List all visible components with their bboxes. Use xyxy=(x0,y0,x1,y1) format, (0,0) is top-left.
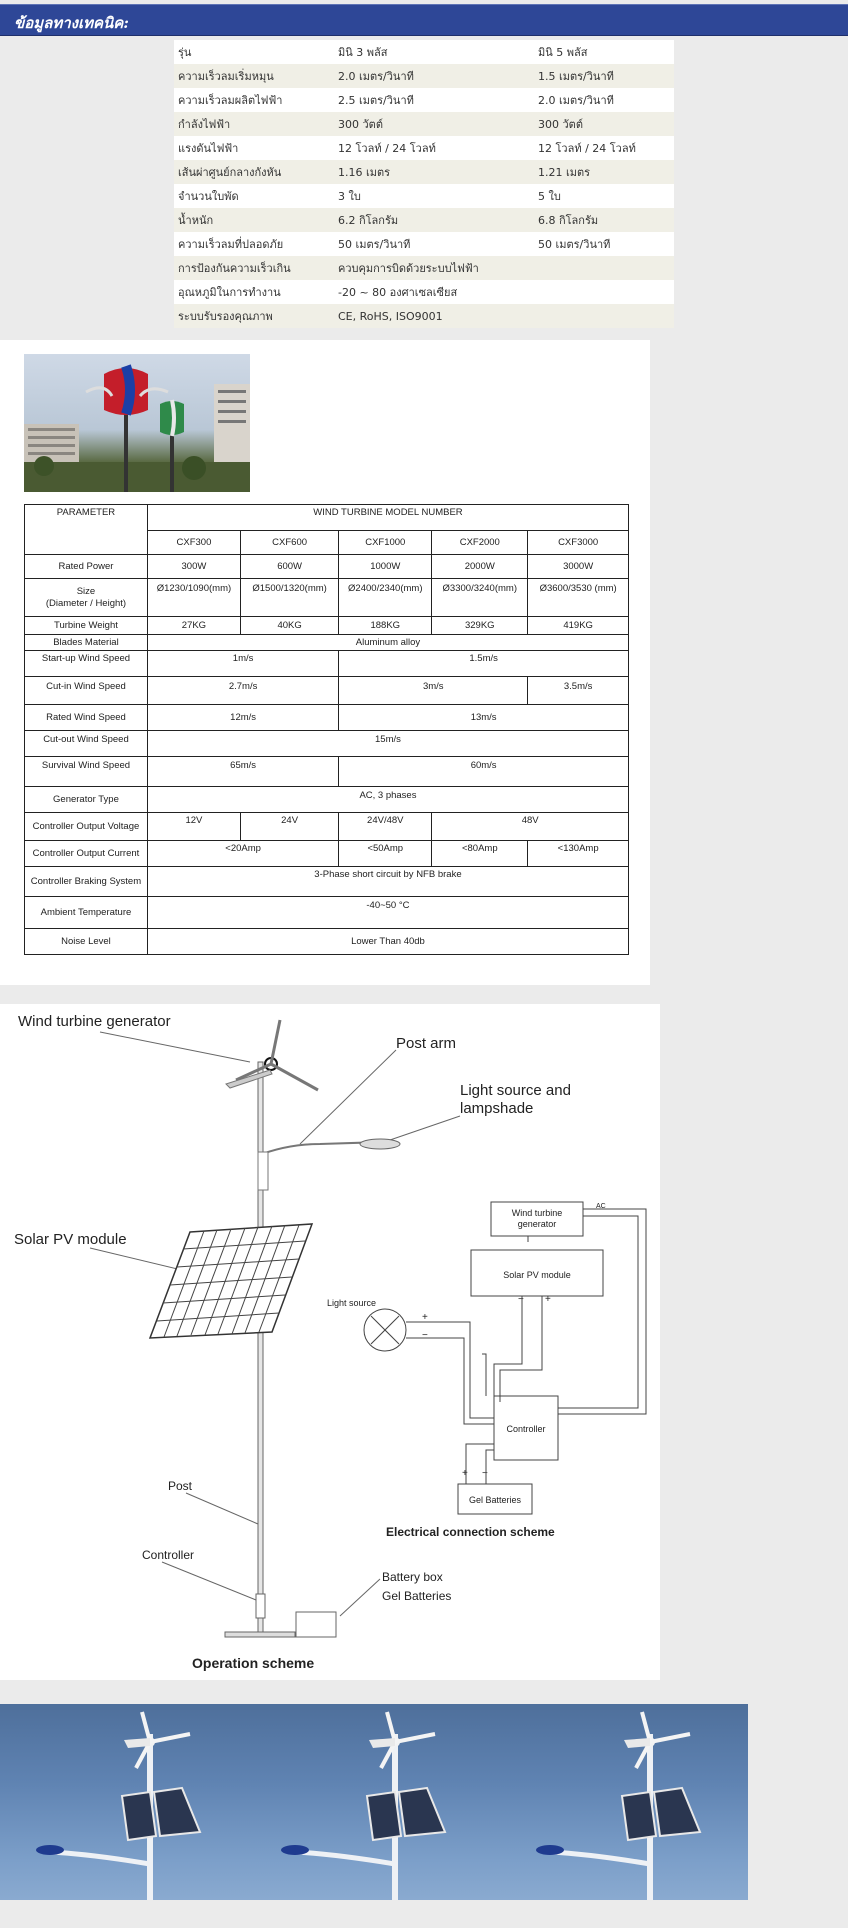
label-solar-pv-module: Solar PV module xyxy=(14,1231,127,1248)
spec-value-cell: 2.0 เมตร/วินาที xyxy=(334,64,534,88)
value-cell: Ø3600/3530 (mm) xyxy=(528,579,629,617)
wind-turbine-model-table xyxy=(24,504,629,955)
spec-value-cell: 1.21 เมตร xyxy=(534,160,674,184)
battery-plus: + xyxy=(462,1468,468,1479)
light-minus: − xyxy=(422,1330,428,1341)
value-cell: -40~50 °C xyxy=(147,897,628,929)
spec-row xyxy=(174,136,674,160)
value-cell: 27KG xyxy=(147,617,240,635)
el-solar-label: Solar PV module xyxy=(503,1270,571,1280)
row-label: Rated Power xyxy=(25,555,148,579)
spec-value-cell xyxy=(534,280,674,304)
value-cell: 24V/48V xyxy=(339,813,432,841)
spec-row xyxy=(174,304,674,328)
parameter-header: PARAMETER xyxy=(25,505,148,555)
spec-label-cell: จำนวนใบพัด xyxy=(174,184,334,208)
spec-row xyxy=(174,112,674,136)
value-cell: 12V xyxy=(147,813,240,841)
spec-label-cell: ความเร็วลมผลิตไฟฟ้า xyxy=(174,88,334,112)
spec-value-cell: ควบคุมการบิดด้วยระบบไฟฟ้า xyxy=(334,256,534,280)
row-label: Controller Output Voltage xyxy=(25,813,148,841)
spec-row xyxy=(174,40,674,64)
solar-panel-drawing xyxy=(150,1224,312,1338)
solar-plus: + xyxy=(545,1294,551,1305)
spec-value-cell: 1.16 เมตร xyxy=(334,160,534,184)
model-cell: CXF1000 xyxy=(339,531,432,555)
value-cell: <130Amp xyxy=(528,841,629,867)
model-cell: CXF600 xyxy=(240,531,338,555)
turbine-photo xyxy=(24,354,250,492)
value-cell: 3m/s xyxy=(339,677,528,705)
value-cell: 300W xyxy=(147,555,240,579)
spec-value-cell: 300 วัตต์ xyxy=(534,112,674,136)
spec-value-cell xyxy=(534,256,674,280)
value-cell: <20Amp xyxy=(147,841,338,867)
spec-value-cell: 1.5 เมตร/วินาที xyxy=(534,64,674,88)
el-gel-label: Gel Batteries xyxy=(468,1495,522,1505)
row-label: Turbine Weight xyxy=(25,617,148,635)
solar-minus: − xyxy=(518,1294,524,1305)
spec-value-cell: มินิ 5 พลัส xyxy=(534,40,674,64)
el-light-label: Light source xyxy=(327,1298,377,1308)
row-label: Controller Output Current xyxy=(25,841,148,867)
value-cell: Aluminum alloy xyxy=(147,635,628,651)
streetlight-2 xyxy=(281,1712,445,1900)
spec-label-cell: กำลังไฟฟ้า xyxy=(174,112,334,136)
spec-value-cell: CE, RoHS, ISO9001 xyxy=(334,304,534,328)
spec-label-cell: แรงดันไฟฟ้า xyxy=(174,136,334,160)
el-wind-label-2: generator xyxy=(517,1219,557,1229)
spec-value-cell: 50 เมตร/วินาที xyxy=(334,232,534,256)
value-cell: 3000W xyxy=(528,555,629,579)
spec-value-cell: 12 โวลท์ / 24 โวลท์ xyxy=(334,136,534,160)
label-light-source-1: Light source and xyxy=(460,1082,571,1099)
value-cell: 2000W xyxy=(432,555,528,579)
value-cell: 419KG xyxy=(528,617,629,635)
spec-row xyxy=(174,232,674,256)
spec-row xyxy=(174,88,674,112)
spec-value-cell: 12 โวลท์ / 24 โวลท์ xyxy=(534,136,674,160)
el-ac-label: AC xyxy=(596,1203,606,1210)
label-wind-turbine-generator: Wind turbine generator xyxy=(18,1013,171,1030)
value-cell: 329KG xyxy=(432,617,528,635)
spec-label-cell: ระบบรับรองคุณภาพ xyxy=(174,304,334,328)
label-controller: Controller xyxy=(142,1548,195,1562)
row-label: Cut-in Wind Speed xyxy=(25,677,148,705)
spec-value-cell: มินิ 3 พลัส xyxy=(334,40,534,64)
label-post-arm: Post arm xyxy=(396,1035,457,1052)
streetlight-product-photos xyxy=(0,1704,748,1900)
row-label: Cut-out Wind Speed xyxy=(25,731,148,757)
row-label: Noise Level xyxy=(25,929,148,955)
spec-label-cell: เส้นผ่าศูนย์กลางกังหัน xyxy=(174,160,334,184)
spec-label-cell: ความเร็วลมเริ่มหมุน xyxy=(174,64,334,88)
spec-row xyxy=(174,184,674,208)
spec-value-cell: 6.2 กิโลกรัม xyxy=(334,208,534,232)
model-cell: CXF3000 xyxy=(528,531,629,555)
value-cell: 15m/s xyxy=(147,731,628,757)
spec-value-cell: 5 ใบ xyxy=(534,184,674,208)
row-label: Rated Wind Speed xyxy=(25,705,148,731)
spec-label-cell: การป้องกันความเร็วเกิน xyxy=(174,256,334,280)
row-label: Ambient Temperature xyxy=(25,897,148,929)
model-cell: CXF2000 xyxy=(432,531,528,555)
el-controller-label: Controller xyxy=(506,1424,546,1434)
spec-value-cell: 300 วัตต์ xyxy=(334,112,534,136)
label-battery-box: Battery box xyxy=(382,1570,443,1584)
value-cell: 600W xyxy=(240,555,338,579)
value-cell: Ø1500/1320(mm) xyxy=(240,579,338,617)
spec-label-cell: อุณหภูมิในการทำงาน xyxy=(174,280,334,304)
model-number-header: WIND TURBINE MODEL NUMBER xyxy=(147,505,628,531)
value-cell: <50Amp xyxy=(339,841,432,867)
model-cell: CXF300 xyxy=(147,531,240,555)
size-label: Size xyxy=(76,585,96,597)
operation-diagram xyxy=(0,1004,660,1680)
value-cell: 2.7m/s xyxy=(147,677,338,705)
wind-turbine-spec-panel xyxy=(0,340,650,985)
value-cell: 40KG xyxy=(240,617,338,635)
operation-scheme-title: Operation scheme xyxy=(192,1655,315,1671)
row-label: Start-up Wind Speed xyxy=(25,651,148,677)
operation-diagram-panel xyxy=(0,1004,660,1680)
spec-value-cell: 2.5 เมตร/วินาที xyxy=(334,88,534,112)
spec-row xyxy=(174,256,674,280)
row-label: Generator Type xyxy=(25,787,148,813)
value-cell: Ø3300/3240(mm) xyxy=(432,579,528,617)
el-wind-label-1: Wind turbine xyxy=(511,1208,563,1218)
spec-row xyxy=(174,208,674,232)
label-light-source-2: lampshade xyxy=(460,1100,534,1117)
spec-value-cell: 50 เมตร/วินาที xyxy=(534,232,674,256)
value-cell: 48V xyxy=(432,813,629,841)
value-cell: 65m/s xyxy=(147,757,338,787)
thai-spec-table xyxy=(174,40,674,328)
spec-row xyxy=(174,64,674,88)
value-cell: AC, 3 phases xyxy=(147,787,628,813)
light-plus: + xyxy=(422,1312,428,1323)
spec-row xyxy=(174,160,674,184)
electrical-scheme-title: Electrical connection scheme xyxy=(386,1525,555,1539)
battery-minus: − xyxy=(482,1468,488,1479)
spec-value-cell: -20 ~ 80 องศาเซลเซียส xyxy=(334,280,534,304)
spec-value-cell: 3 ใบ xyxy=(334,184,534,208)
value-cell: 3-Phase short circuit by NFB brake xyxy=(147,867,628,897)
value-cell: Ø1230/1090(mm) xyxy=(147,579,240,617)
value-cell: 1m/s xyxy=(147,651,338,677)
value-cell: 188KG xyxy=(339,617,432,635)
value-cell: 1000W xyxy=(339,555,432,579)
size-sub-label: (Diameter / Height) xyxy=(45,597,127,609)
value-cell: <80Amp xyxy=(432,841,528,867)
spec-value-cell: 6.8 กิโลกรัม xyxy=(534,208,674,232)
spec-label-cell: น้ำหนัก xyxy=(174,208,334,232)
label-post: Post xyxy=(168,1479,193,1493)
spec-label-cell: รุ่น xyxy=(174,40,334,64)
spec-value-cell xyxy=(534,304,674,328)
row-label xyxy=(25,579,148,617)
row-label: Survival Wind Speed xyxy=(25,757,148,787)
value-cell: 60m/s xyxy=(339,757,629,787)
section-header xyxy=(0,4,848,36)
spec-value-cell: 2.0 เมตร/วินาที xyxy=(534,88,674,112)
value-cell: Lower Than 40db xyxy=(147,929,628,955)
spec-row xyxy=(174,280,674,304)
streetlight-1 xyxy=(36,1712,200,1900)
value-cell: 24V xyxy=(240,813,338,841)
row-label: Blades Material xyxy=(25,635,148,651)
spec-label-cell: ความเร็วลมที่ปลอดภัย xyxy=(174,232,334,256)
label-gel-batteries: Gel Batteries xyxy=(382,1589,452,1603)
streetlight-3 xyxy=(536,1712,700,1900)
value-cell: 3.5m/s xyxy=(528,677,629,705)
value-cell: Ø2400/2340(mm) xyxy=(339,579,432,617)
section-title: ข้อมูลทางเทคนิค: xyxy=(14,14,129,32)
row-label: Controller Braking System xyxy=(25,867,148,897)
value-cell: 1.5m/s xyxy=(339,651,629,677)
value-cell: 12m/s xyxy=(147,705,338,731)
value-cell: 13m/s xyxy=(339,705,629,731)
